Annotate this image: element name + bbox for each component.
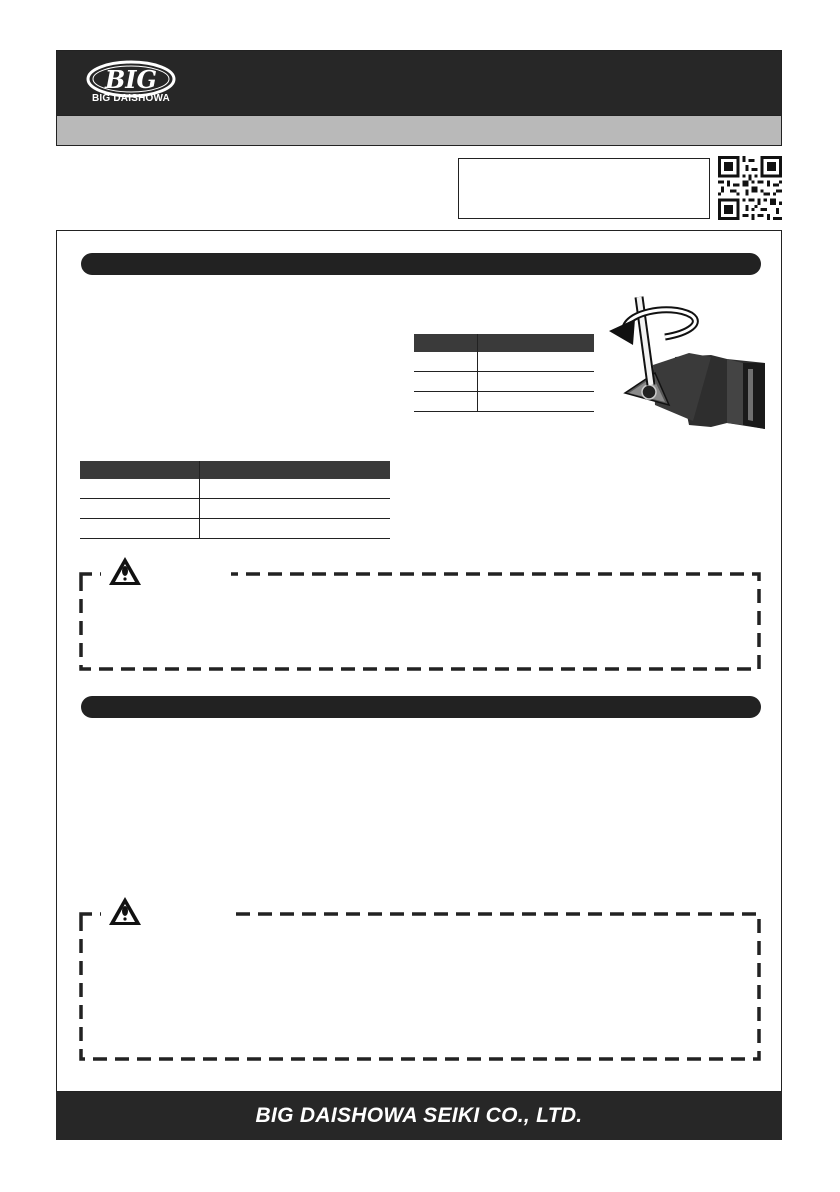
table-header-row (80, 461, 390, 479)
qr-code-icon[interactable] (718, 156, 782, 220)
warning-triangle-icon (109, 557, 141, 585)
company-name: BIG DAISHOWA SEIKI CO., LTD. (255, 1104, 583, 1127)
footer-banner (56, 1092, 782, 1140)
tool-holder-illustration (593, 293, 765, 433)
table-row (414, 352, 594, 372)
big-logo (85, 57, 177, 113)
svg-text:BIG: BIG (104, 65, 158, 94)
header-gray-band (57, 115, 781, 145)
warning-box-1 (79, 555, 761, 673)
table-row (414, 372, 594, 392)
warning-box-2 (79, 895, 761, 1063)
spec-table-small (414, 334, 594, 412)
table-row (414, 392, 594, 412)
table-row (80, 499, 390, 519)
logo-subtext: BIG DAISHOWA (92, 93, 170, 104)
section-header-bar-2 (81, 696, 761, 718)
section-header-bar-1 (81, 253, 761, 275)
table-header-row (414, 334, 594, 352)
rotate-counterclockwise-arrow-icon (609, 310, 695, 345)
table-row (80, 479, 390, 499)
header-banner (56, 50, 782, 146)
instruction-panel (56, 230, 782, 1092)
product-info-box (458, 158, 710, 219)
warning-triangle-icon (109, 897, 141, 925)
spec-table-large (80, 461, 390, 539)
table-row (80, 519, 390, 539)
